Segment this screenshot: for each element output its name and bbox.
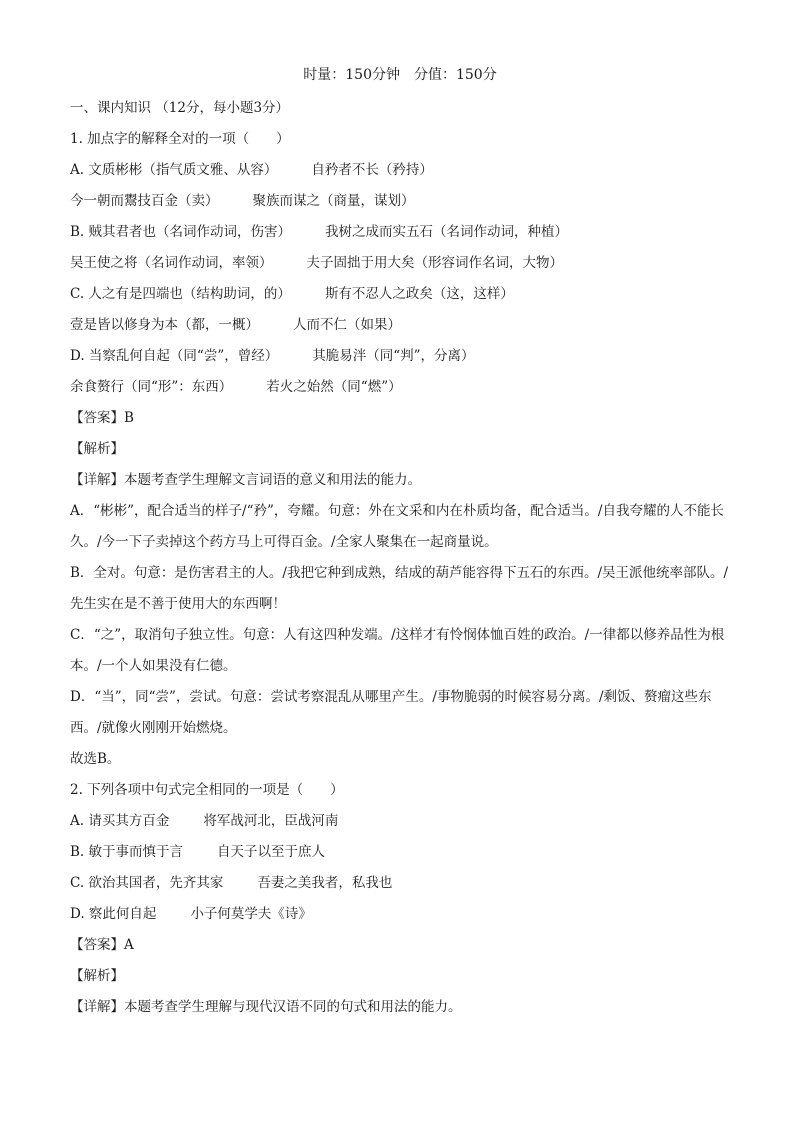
q2-option-c-part2: 吾妻之美我者，私我也 bbox=[257, 875, 393, 891]
answer-label: 【答案】 bbox=[70, 937, 124, 953]
q1-analysis-label: 【解析】 bbox=[70, 441, 124, 457]
q1-option-c-part4: 人而不仁（如果） bbox=[293, 317, 401, 333]
q2-analysis-label: 【解析】 bbox=[70, 968, 124, 984]
q1-option-a-line2 bbox=[70, 186, 730, 217]
q2-option-b-part1: B. 敏于事而慎于言 bbox=[70, 844, 184, 860]
q1-option-a-part4: 聚族而谋之（商量，谋划） bbox=[252, 193, 415, 209]
q1-option-d-line1 bbox=[70, 341, 730, 372]
q1-option-d-part3: 余食赘行（同“形”：东西） bbox=[70, 379, 233, 395]
q1-option-d-part1: D. 当察乱何自起（同“尝”，曾经） bbox=[70, 348, 279, 364]
q1-option-d-part2: 其脆易泮（同“判”，分离） bbox=[312, 348, 475, 364]
q2-option-c-part1: C. 欲治其国者，先齐其家 bbox=[70, 875, 224, 891]
question-2-stem: 2. 下列各项中句式完全相同的一项是（ ） bbox=[70, 782, 344, 798]
q2-option-a bbox=[70, 806, 730, 837]
q1-answer bbox=[70, 403, 730, 434]
q1-option-a-part3: 今一朝而鬻技百金（卖） bbox=[70, 193, 219, 209]
q1-option-a-line1 bbox=[70, 155, 730, 186]
q1-option-d-line2 bbox=[70, 372, 730, 403]
q1-option-b-line1 bbox=[70, 217, 730, 248]
q1-option-d-part4: 若火之始然（同“燃”） bbox=[266, 379, 402, 395]
document-page bbox=[70, 62, 730, 1023]
q2-option-d-part1: D. 察此何自起 bbox=[70, 906, 157, 922]
q1-explanation-c: C．“之”，取消句子独立性。句意：人有这四种发端。/这样才有怜悯体恤百姓的政治。/一律都以修养品性为根本。/一个人如果没有仁德。 bbox=[70, 627, 725, 674]
q1-detail: 【详解】本题考查学生理解文言词语的意义和用法的能力。 bbox=[70, 472, 421, 488]
q1-option-c-line2 bbox=[70, 310, 730, 341]
answer-label: 【答案】 bbox=[70, 410, 124, 426]
answer-value: B bbox=[124, 410, 134, 426]
q1-conclusion: 故选B。 bbox=[70, 751, 121, 767]
q2-option-a-part1: A. 请买其方百金 bbox=[70, 813, 170, 829]
q2-option-d bbox=[70, 899, 730, 930]
q1-explanation-a: A．“彬彬”，配合适当的样子/“矜”，夸耀。句意：外在文采和内在朴质均备，配合适当。/自我夸耀的人不能长久。/今一下子卖掉这个药方马上可得百金。/全家人聚集在一起商量说。 bbox=[70, 503, 724, 550]
q1-option-b-part1: B. 贼其君者也（名词作动词，伤害） bbox=[70, 224, 292, 240]
q1-option-c-part1: C. 人之有是四端也（结构助词，的） bbox=[70, 286, 291, 302]
q1-option-a-part2: 自矜者不长（矜持） bbox=[311, 162, 433, 178]
q2-detail: 【详解】本题考查学生理解与现代汉语不同的句式和用法的能力。 bbox=[70, 999, 462, 1015]
q1-option-c-line1 bbox=[70, 279, 730, 310]
exam-header: 时量：150分钟 分值：150分 bbox=[303, 67, 497, 83]
q1-option-c-part3: 壹是皆以修身为本（都，一概） bbox=[70, 317, 259, 333]
question-1-stem: 1. 加点字的解释全对的一项（ ） bbox=[70, 131, 290, 147]
q1-option-b-part4: 夫子固拙于用大矣（形容词作名词，大物） bbox=[306, 255, 563, 271]
q2-option-c bbox=[70, 868, 730, 899]
q1-explanation-b: B．全对。句意：是伤害君主的人。/我把它种到成熟，结成的葫芦能容得下五石的东西。/吴王派他统率部队。/先生实在是不善于使用大的东西啊！ bbox=[70, 565, 729, 612]
section-title: 一、课内知识 （12分，每小题3分） bbox=[70, 100, 290, 116]
q1-option-a-part1: A. 文质彬彬（指气质文雅、从容） bbox=[70, 162, 278, 178]
answer-value: A bbox=[124, 937, 134, 953]
q2-option-b bbox=[70, 837, 730, 868]
q1-option-b-line2 bbox=[70, 248, 730, 279]
q2-option-d-part2: 小子何莫学夫《诗》 bbox=[190, 906, 312, 922]
q1-option-b-part3: 吴王使之将（名词作动词，率领） bbox=[70, 255, 273, 271]
q1-explanation-d: D．“当”，同“尝”，尝试。句意：尝试考察混乱从哪里产生。/事物脆弱的时候容易分离。/剩饭、赘瘤这些东西。/就像火刚刚开始燃烧。 bbox=[70, 689, 712, 736]
q1-option-b-part2: 我树之成而实五石（名词作动词，种植） bbox=[325, 224, 569, 240]
q2-option-a-part2: 将军战河北，臣战河南 bbox=[203, 813, 339, 829]
q1-option-c-part2: 斯有不忍人之政矣（这，这样） bbox=[324, 286, 514, 302]
q2-answer bbox=[70, 930, 730, 961]
q2-option-b-part2: 自天子以至于庶人 bbox=[217, 844, 326, 860]
